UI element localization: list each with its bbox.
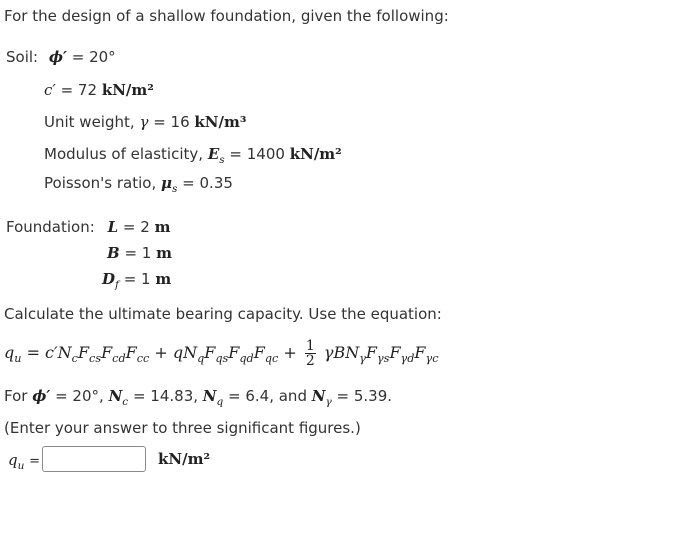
- Es-symbol: E: [207, 145, 220, 163]
- c-value: = 72: [60, 81, 98, 99]
- Df-symbol: D: [102, 270, 116, 288]
- gamma-symbol: γ: [139, 113, 149, 131]
- L-value: = 2: [122, 218, 150, 236]
- eq-fraction: [305, 339, 316, 368]
- mu-symbol: μ: [161, 174, 172, 192]
- prompt-label: Calculate the ultimate bearing capacity. Use the equation:: [4, 305, 442, 323]
- eq-part1: = c′N: [26, 343, 72, 362]
- soil-phi-line: [6, 47, 116, 67]
- B-value: = 1: [124, 244, 152, 262]
- Df-unit: m: [155, 270, 172, 288]
- gamma-unit: kN/m³: [194, 113, 247, 131]
- c-unit: kN/m²: [101, 81, 154, 99]
- instruction-label: (Enter your answer to three significant figures.): [4, 419, 361, 437]
- Nq-value: = 6.4, and: [228, 387, 307, 405]
- L-symbol: L: [107, 218, 119, 236]
- answer-equals: =: [29, 454, 41, 469]
- Ngamma-value: = 5.39.: [336, 387, 393, 405]
- intro-label: For the design of a shallow foundation, given the following:: [4, 7, 449, 25]
- answer-symbol: q: [8, 451, 18, 469]
- given-factors-line: [4, 386, 392, 406]
- Nc-symbol: N: [108, 387, 123, 405]
- foundation-B-line: [107, 243, 172, 263]
- eq-part1-sub: c: [71, 352, 78, 366]
- Nc-value: = 14.83,: [132, 387, 198, 405]
- soil-modulus-line: [44, 144, 342, 164]
- given-prefix: For: [4, 387, 28, 405]
- soil-label: Soil:: [6, 48, 39, 66]
- soil-gamma-line: [44, 112, 246, 132]
- foundation-Df-line: [102, 269, 171, 289]
- Es-sub: s: [219, 154, 225, 166]
- foundation-L-line: [6, 217, 170, 237]
- Ngamma-sub: γ: [325, 396, 332, 408]
- Df-value: = 1: [123, 270, 151, 288]
- eq-lhs: q: [4, 343, 15, 362]
- answer-label: [8, 450, 40, 472]
- mu-sub: s: [172, 183, 178, 195]
- eq-frac-num: 1: [305, 338, 315, 354]
- B-symbol: B: [107, 244, 120, 262]
- Nq-sub: q: [216, 396, 224, 408]
- given-phi-symbol: ϕ′: [32, 387, 51, 405]
- soil-c-line: [44, 80, 154, 100]
- Df-sub: f: [115, 279, 119, 291]
- answer-sub: u: [17, 460, 25, 472]
- soil-poisson-line: [44, 173, 233, 193]
- foundation-label: Foundation:: [6, 218, 95, 236]
- Nq-symbol: N: [202, 387, 217, 405]
- answer-input[interactable]: [42, 446, 146, 472]
- L-unit: m: [154, 218, 171, 236]
- Es-unit: kN/m²: [289, 145, 342, 163]
- eq-lhs-sub: u: [14, 352, 22, 366]
- answer-unit-line: [158, 449, 210, 469]
- phi-value: = 20°: [71, 48, 116, 66]
- modulus-label: Modulus of elasticity,: [44, 145, 204, 163]
- given-phi-value: = 20°,: [55, 387, 104, 405]
- c-symbol: c′: [44, 81, 56, 99]
- prompt-text: [4, 304, 442, 324]
- Nc-sub: c: [122, 396, 129, 408]
- unit-weight-label: Unit weight,: [44, 113, 135, 131]
- eq-frac-den: 2: [305, 353, 315, 369]
- gamma-value: = 16: [153, 113, 190, 131]
- bearing-capacity-equation: $q_u = c'N_cF_{cs}F_{cd}F_{cc} + qN_qF_{qs}F_{qd}F_{qc}$ + $\frac{1}{2}$ $\gamma BN_\gamma F_{\gamma s}F_{\gamma d}F_{\gamma c}$: [4, 338, 439, 369]
- answer-unit: kN/m²: [158, 450, 211, 468]
- phi-symbol: ϕ′: [48, 48, 67, 66]
- B-unit: m: [156, 244, 173, 262]
- mu-value: = 0.35: [182, 174, 233, 192]
- instruction-text: [4, 418, 361, 438]
- Es-value: = 1400: [229, 145, 285, 163]
- intro-text: [4, 6, 449, 26]
- poisson-label: Poisson's ratio,: [44, 174, 157, 192]
- Ngamma-symbol: N: [311, 387, 326, 405]
